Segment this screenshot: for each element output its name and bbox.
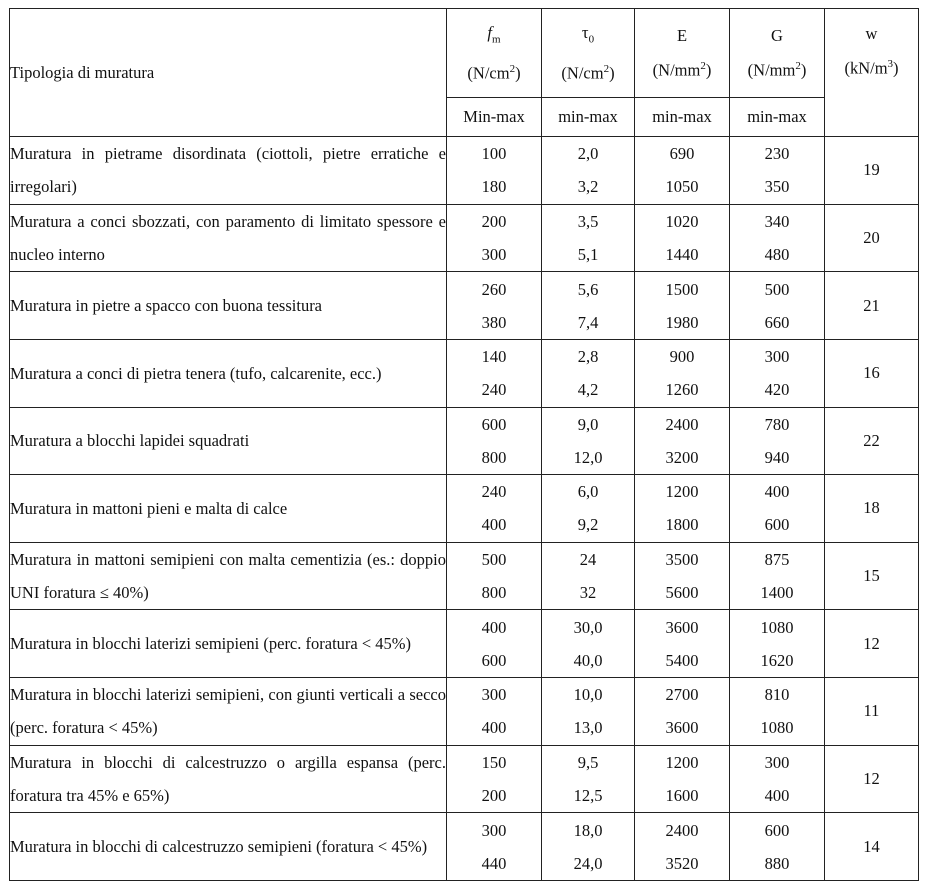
g-min: 300 xyxy=(764,347,790,367)
fm-max: 800 xyxy=(481,583,507,603)
tau-max: 12,0 xyxy=(573,447,603,467)
cell-w: 11 xyxy=(825,678,919,746)
table-row xyxy=(10,137,919,205)
cell-w: 12 xyxy=(825,745,919,813)
table-row xyxy=(10,610,919,678)
header-fm xyxy=(447,9,542,98)
fm-max: 200 xyxy=(481,785,507,805)
fm-min: 100 xyxy=(481,144,507,164)
e-max: 3200 xyxy=(665,447,699,467)
g-max: 940 xyxy=(764,447,790,467)
tau-min: 2,0 xyxy=(577,144,599,164)
header-tipologia-label: Tipologia di muratura xyxy=(10,62,155,82)
tau-min: 18,0 xyxy=(573,820,603,840)
g-max: 1620 xyxy=(760,650,794,670)
cell-tau xyxy=(542,475,635,543)
cell-e xyxy=(635,339,730,407)
cell-w: 18 xyxy=(825,475,919,543)
g-max: 350 xyxy=(764,177,790,197)
w-unit: (kN/m xyxy=(844,58,888,78)
cell-e xyxy=(635,813,730,881)
cell-e xyxy=(635,542,730,610)
cell-fm xyxy=(447,475,542,543)
table-row xyxy=(10,542,919,610)
cell-fm xyxy=(447,542,542,610)
tau-subscript: 0 xyxy=(588,32,595,45)
g-min: 340 xyxy=(764,211,790,231)
fm-max: 180 xyxy=(481,177,507,197)
table-row xyxy=(10,204,919,272)
fm-min: 500 xyxy=(481,550,507,570)
cell-g xyxy=(730,475,825,543)
tau-max: 32 xyxy=(579,583,597,603)
fm-min: 600 xyxy=(481,414,507,434)
fm-unit-exp: 2 xyxy=(509,62,516,75)
row-description: Muratura in blocchi laterizi semipieni, con giunti verticali a secco (perc. foratura < 45%) xyxy=(10,678,447,746)
cell-fm xyxy=(447,745,542,813)
tau-max: 4,2 xyxy=(577,380,599,400)
fm-max: 400 xyxy=(481,718,507,738)
cell-w: 14 xyxy=(825,813,919,881)
cell-fm xyxy=(447,610,542,678)
cell-g xyxy=(730,610,825,678)
g-max: 400 xyxy=(764,785,790,805)
cell-w: 15 xyxy=(825,542,919,610)
g-max: 1400 xyxy=(760,583,794,603)
tau-min: 3,5 xyxy=(577,211,599,231)
cell-g xyxy=(730,339,825,407)
cell-e xyxy=(635,745,730,813)
tau-max: 40,0 xyxy=(573,650,603,670)
e-min: 3500 xyxy=(665,550,699,570)
fm-max: 400 xyxy=(481,515,507,535)
cell-w: 21 xyxy=(825,272,919,340)
row-description: Muratura a conci sbozzati, con paramento di limitato spessore e nucleo interno xyxy=(10,204,447,272)
cell-e xyxy=(635,407,730,475)
cell-e xyxy=(635,610,730,678)
e-max: 3600 xyxy=(665,718,699,738)
table-row xyxy=(10,813,919,881)
g-min: 780 xyxy=(764,414,790,434)
tau-min: 2,8 xyxy=(577,347,599,367)
tau-range: min-max xyxy=(542,98,635,137)
fm-subscript: m xyxy=(492,32,501,45)
g-max: 420 xyxy=(764,380,790,400)
cell-fm xyxy=(447,204,542,272)
e-max: 1260 xyxy=(665,380,699,400)
cell-tau xyxy=(542,272,635,340)
row-description: Muratura a blocchi lapidei squadrati xyxy=(10,407,447,475)
fm-min: 240 xyxy=(481,482,507,502)
g-min: 875 xyxy=(764,550,790,570)
cell-w: 12 xyxy=(825,610,919,678)
g-unit-close: ) xyxy=(800,60,807,80)
tau-max: 7,4 xyxy=(577,312,599,332)
cell-g xyxy=(730,745,825,813)
cell-tau xyxy=(542,813,635,881)
tau-max: 5,1 xyxy=(577,244,599,264)
table-row xyxy=(10,339,919,407)
cell-fm xyxy=(447,339,542,407)
g-min: 500 xyxy=(764,279,790,299)
e-max: 1600 xyxy=(665,785,699,805)
e-max: 1050 xyxy=(665,177,699,197)
tau-unit: (N/cm xyxy=(561,63,604,83)
e-min: 1500 xyxy=(665,279,699,299)
table-body xyxy=(10,137,919,881)
g-unit: (N/mm xyxy=(747,60,796,80)
masonry-properties-table xyxy=(9,8,919,881)
e-symbol: E xyxy=(676,25,688,45)
cell-g xyxy=(730,407,825,475)
e-max: 3520 xyxy=(665,853,699,873)
header-w xyxy=(825,9,919,137)
e-min: 900 xyxy=(669,347,695,367)
e-min: 2400 xyxy=(665,414,699,434)
table-row xyxy=(10,272,919,340)
fm-min: 140 xyxy=(481,347,507,367)
cell-e xyxy=(635,272,730,340)
cell-fm xyxy=(447,407,542,475)
e-unit: (N/mm xyxy=(652,60,701,80)
cell-g xyxy=(730,272,825,340)
e-min: 1200 xyxy=(665,752,699,772)
fm-min: 300 xyxy=(481,820,507,840)
header-tipologia xyxy=(10,9,447,137)
e-unit-close: ) xyxy=(705,60,712,80)
w-unit-close: ) xyxy=(893,58,899,78)
g-min: 300 xyxy=(764,752,790,772)
tau-min: 5,6 xyxy=(577,279,599,299)
fm-min: 260 xyxy=(481,279,507,299)
e-max: 1800 xyxy=(665,515,699,535)
g-min: 400 xyxy=(764,482,790,502)
g-min: 810 xyxy=(764,685,790,705)
e-max: 1980 xyxy=(665,312,699,332)
tau-min: 24 xyxy=(579,550,597,570)
row-description: Muratura in blocchi di calcestruzzo o argilla espansa (perc. foratura tra 45% e 65%) xyxy=(10,745,447,813)
g-max: 480 xyxy=(764,244,790,264)
cell-e xyxy=(635,137,730,205)
fm-unit: (N/cm xyxy=(467,63,510,83)
fm-min: 200 xyxy=(481,211,507,231)
cell-tau xyxy=(542,678,635,746)
tau-min: 10,0 xyxy=(573,685,603,705)
header-row xyxy=(10,9,919,98)
row-description: Muratura in pietre a spacco con buona tessitura xyxy=(10,272,447,340)
tau-max: 9,2 xyxy=(577,515,599,535)
table-row xyxy=(10,678,919,746)
cell-fm xyxy=(447,813,542,881)
row-description: Muratura in mattoni semipieni con malta cementizia (es.: doppio UNI foratura ≤ 40%) xyxy=(10,542,447,610)
fm-max: 240 xyxy=(481,380,507,400)
cell-g xyxy=(730,813,825,881)
e-min: 1200 xyxy=(665,482,699,502)
tau-min: 6,0 xyxy=(577,482,599,502)
e-min: 690 xyxy=(669,144,695,164)
fm-max: 380 xyxy=(481,312,507,332)
cell-w: 22 xyxy=(825,407,919,475)
fm-range: Min-max xyxy=(447,98,542,137)
table-row xyxy=(10,407,919,475)
g-min: 600 xyxy=(764,820,790,840)
row-description: Muratura in pietrame disordinata (ciottoli, pietre erratiche e irregolari) xyxy=(10,137,447,205)
g-max: 1080 xyxy=(760,718,794,738)
cell-tau xyxy=(542,204,635,272)
row-description: Muratura in blocchi di calcestruzzo semipieni (foratura < 45%) xyxy=(10,813,447,881)
g-max: 880 xyxy=(764,853,790,873)
table-row xyxy=(10,475,919,543)
e-min: 3600 xyxy=(665,617,699,637)
fm-min: 150 xyxy=(481,752,507,772)
g-min: 230 xyxy=(764,144,790,164)
cell-w: 20 xyxy=(825,204,919,272)
tau-symbol: τ xyxy=(581,22,589,42)
table-row xyxy=(10,745,919,813)
tau-max: 3,2 xyxy=(577,177,599,197)
cell-e xyxy=(635,204,730,272)
g-max: 660 xyxy=(764,312,790,332)
cell-fm xyxy=(447,678,542,746)
cell-w: 16 xyxy=(825,339,919,407)
fm-min: 300 xyxy=(481,685,507,705)
cell-w: 19 xyxy=(825,137,919,205)
tau-max: 12,5 xyxy=(573,785,603,805)
cell-tau xyxy=(542,745,635,813)
g-range: min-max xyxy=(730,98,825,137)
tau-max: 13,0 xyxy=(573,718,603,738)
fm-unit-close: ) xyxy=(515,63,521,83)
w-unit-exp: 3 xyxy=(887,58,894,70)
row-description: Muratura in blocchi laterizi semipieni (perc. foratura < 45%) xyxy=(10,610,447,678)
cell-fm xyxy=(447,137,542,205)
tau-unit-exp: 2 xyxy=(603,62,610,75)
fm-max: 300 xyxy=(481,244,507,264)
tau-min: 9,0 xyxy=(577,414,599,434)
cell-g xyxy=(730,678,825,746)
tau-min: 9,5 xyxy=(577,752,599,772)
cell-tau xyxy=(542,407,635,475)
row-description: Muratura in mattoni pieni e malta di calce xyxy=(10,475,447,543)
cell-g xyxy=(730,204,825,272)
cell-fm xyxy=(447,272,542,340)
header-g xyxy=(730,9,825,98)
cell-tau xyxy=(542,542,635,610)
cell-e xyxy=(635,475,730,543)
fm-max: 600 xyxy=(481,650,507,670)
e-unit-exp: 2 xyxy=(700,59,706,72)
cell-g xyxy=(730,542,825,610)
e-max: 1440 xyxy=(665,244,699,264)
cell-g xyxy=(730,137,825,205)
fm-max: 800 xyxy=(481,447,507,467)
header-tau xyxy=(542,9,635,98)
e-max: 5400 xyxy=(665,650,699,670)
g-symbol: G xyxy=(771,25,783,45)
header-e xyxy=(635,9,730,98)
g-max: 600 xyxy=(764,515,790,535)
e-range: min-max xyxy=(635,98,730,137)
tau-max: 24,0 xyxy=(573,853,603,873)
fm-max: 440 xyxy=(481,853,507,873)
e-max: 5600 xyxy=(665,583,699,603)
e-min: 1020 xyxy=(665,211,699,231)
fm-symbol: f xyxy=(487,22,493,42)
w-symbol: w xyxy=(865,24,878,43)
tau-min: 30,0 xyxy=(573,617,603,637)
cell-tau xyxy=(542,610,635,678)
cell-tau xyxy=(542,339,635,407)
e-min: 2700 xyxy=(665,685,699,705)
row-description: Muratura a conci di pietra tenera (tufo, calcarenite, ecc.) xyxy=(10,339,447,407)
tau-unit-close: ) xyxy=(609,63,615,83)
cell-tau xyxy=(542,137,635,205)
e-min: 2400 xyxy=(665,820,699,840)
g-unit-exp: 2 xyxy=(795,59,801,72)
fm-min: 400 xyxy=(481,617,507,637)
g-min: 1080 xyxy=(760,617,794,637)
cell-e xyxy=(635,678,730,746)
